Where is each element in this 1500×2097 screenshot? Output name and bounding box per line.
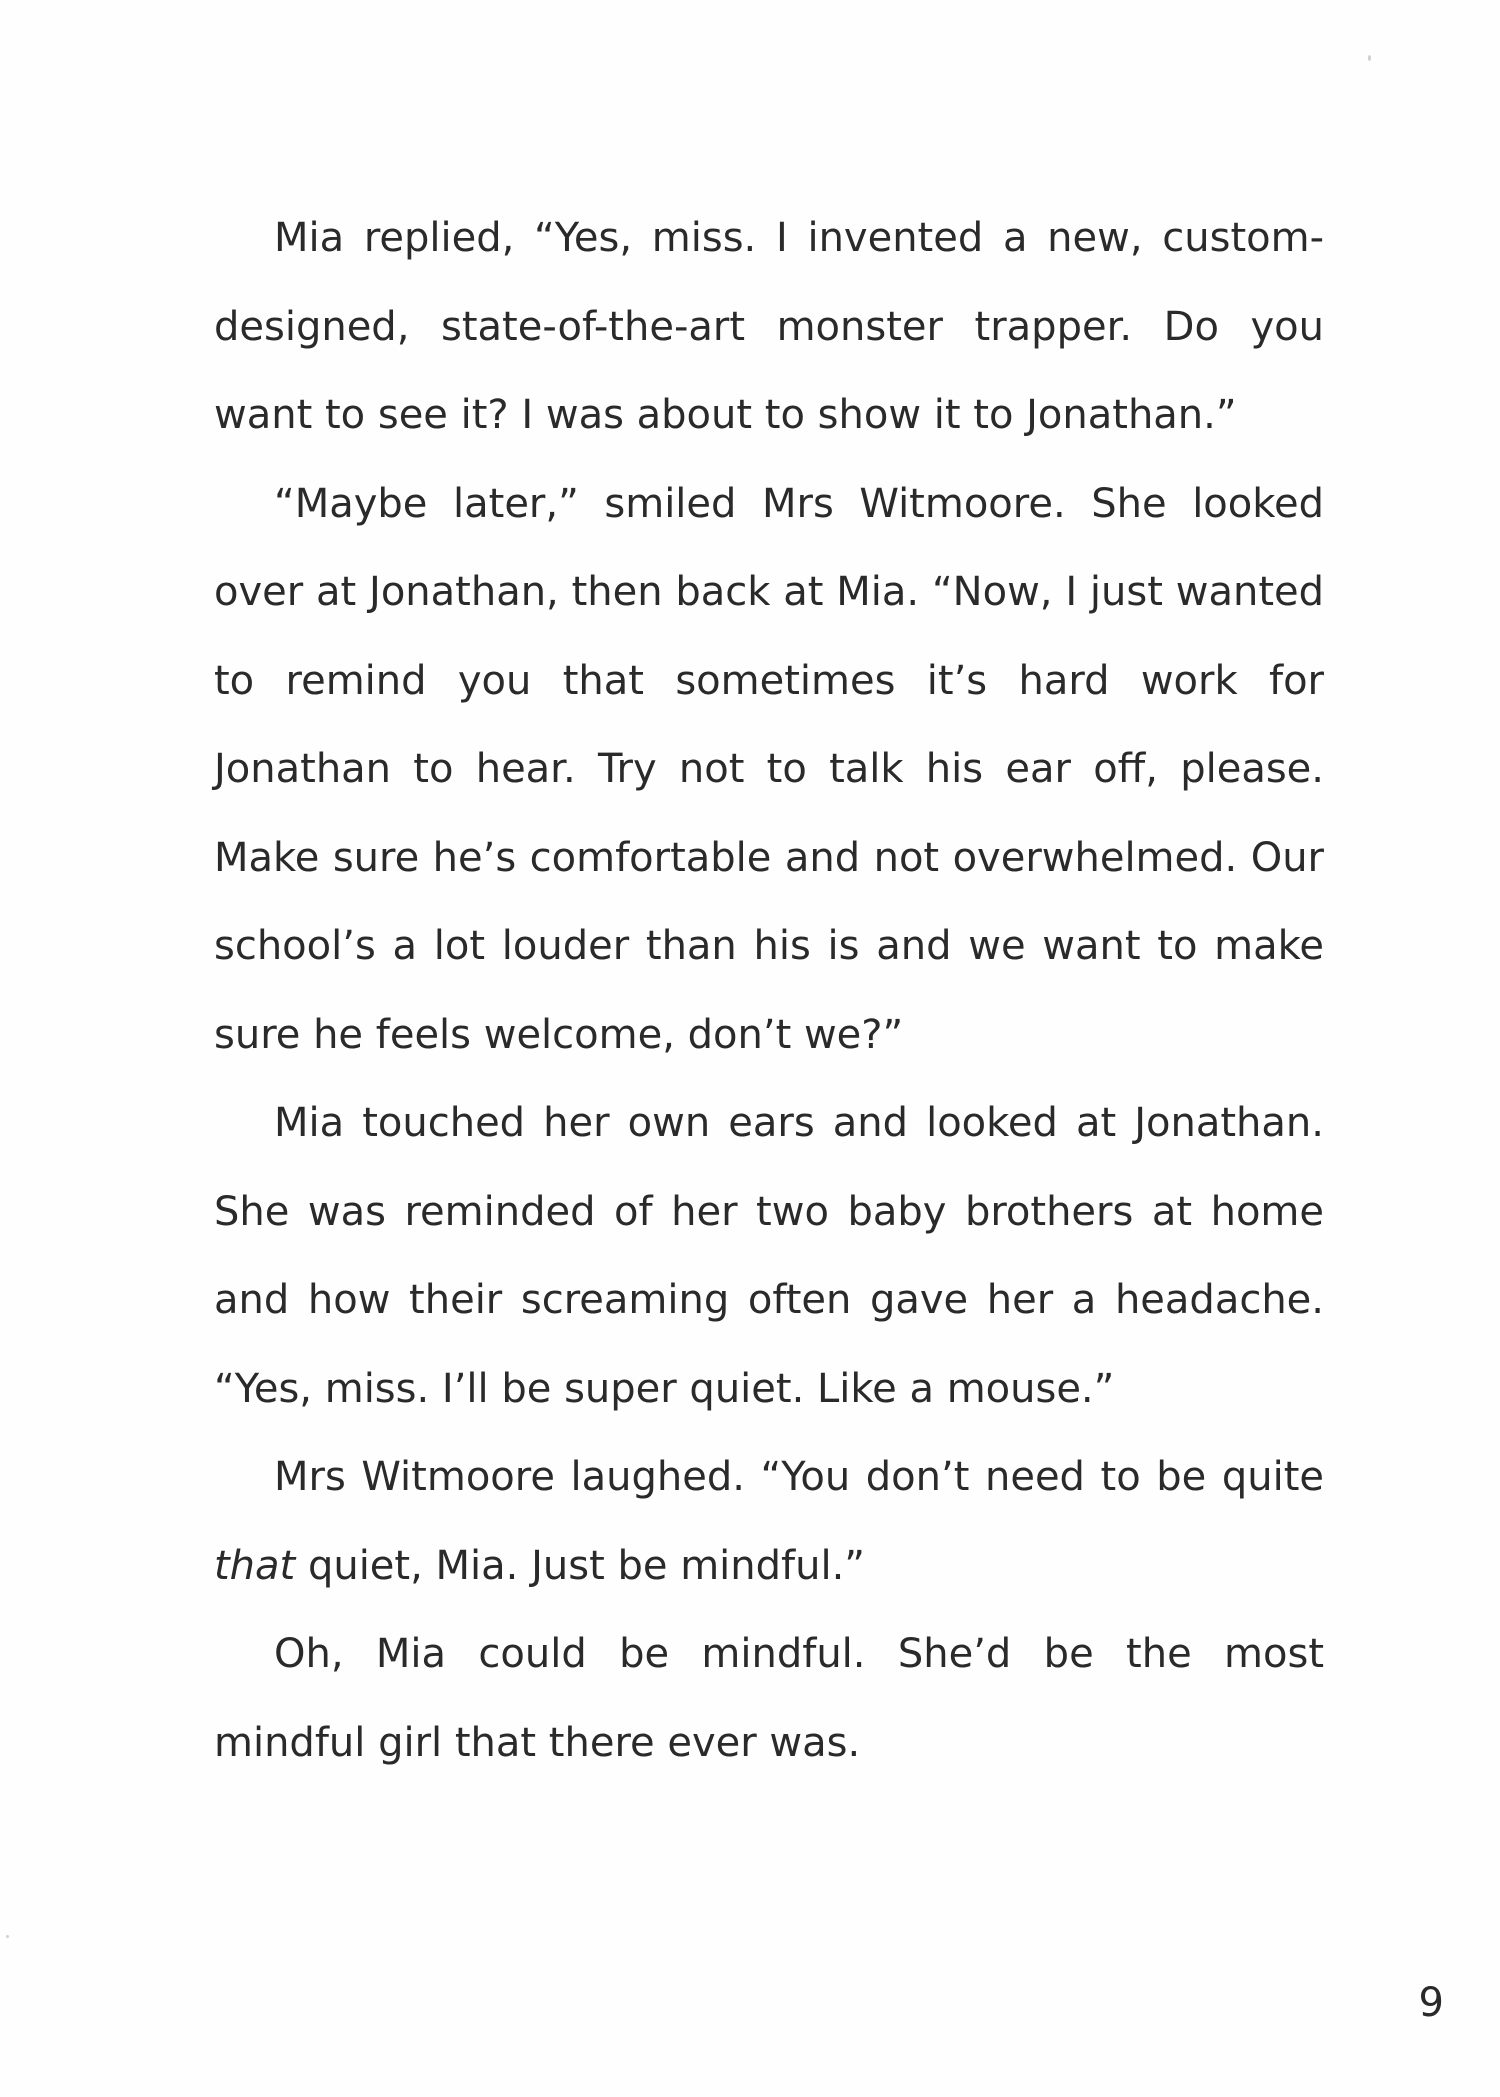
story-text [214, 194, 1324, 1787]
paragraph-2: “Maybe later,” smiled Mrs Witmoore. She looked over at Jonathan, then back at Mia. “Now, I just wanted to remind you that sometimes it’s hard work for Jonathan to hear. Try not to talk his ear off, please. Make sure he’s comfortable and not overwhelmed. Our school’s a lot louder than his is and we want to make sure he feels welcome, don’t we?” [214, 480, 1324, 1058]
paragraph-4-end: quiet, Mia. Just be mindful.” [307, 1542, 866, 1589]
paragraph-4-start: Mrs Witmoore laughed. “You don’t need to be quite [274, 1454, 1324, 1500]
paragraph-1: Mia replied, “Yes, miss. I invented a new, custom-designed, state-of-the-art monster trapper. Do you want to see it? I was about to show it to Jonathan.” [214, 215, 1324, 438]
paragraph-4 [214, 1433, 1324, 1610]
paragraph-5: Oh, Mia could be mindful. She’d be the most mindful girl that there ever was. [214, 1631, 1324, 1766]
scan-speck [1368, 55, 1371, 61]
page-number: 9 [1418, 1980, 1444, 2026]
emphasized-word: that [214, 1542, 296, 1589]
paragraph-3: Mia touched her own ears and looked at Jonathan. She was reminded of her two baby brothers at home and how their screaming often gave her a headache. “Yes, miss. I’ll be super quiet. Like a mouse.” [214, 1100, 1324, 1412]
scan-speck [6, 1935, 9, 1938]
